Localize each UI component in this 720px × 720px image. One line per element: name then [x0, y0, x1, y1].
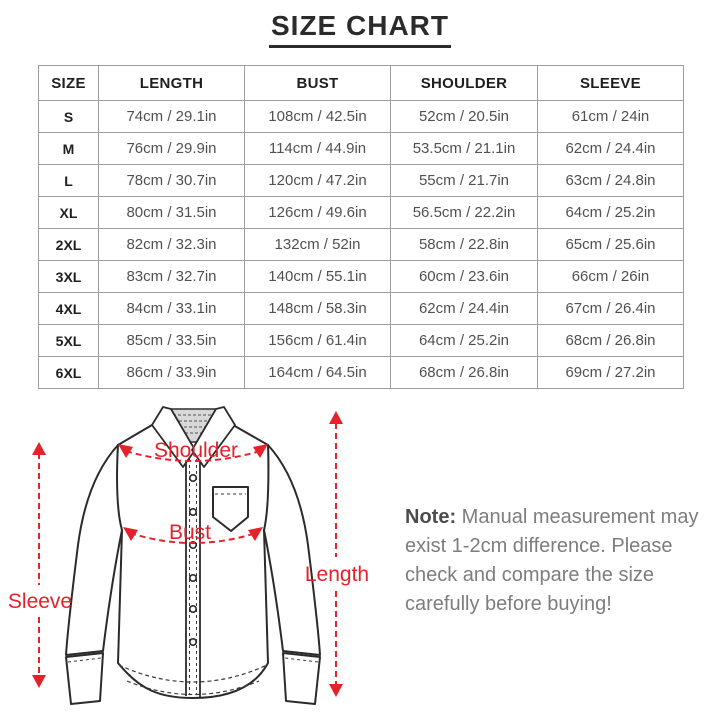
button: [190, 606, 196, 612]
length-cell: 83cm / 32.7in: [99, 261, 245, 293]
size-cell: M: [39, 133, 99, 165]
sleeve-cell: 66cm / 26in: [538, 261, 684, 293]
page-title-text: SIZE CHART: [269, 10, 451, 48]
sleeve-arrowhead-bottom: [32, 675, 46, 688]
shoulder-cell: 62cm / 24.4in: [391, 293, 538, 325]
button: [190, 475, 196, 481]
shirt-diagram-svg: [0, 395, 400, 720]
size-cell: L: [39, 165, 99, 197]
bust-cell: 108cm / 42.5in: [245, 101, 391, 133]
right-cuff: [283, 653, 320, 704]
header-length: LENGTH: [99, 66, 245, 101]
bust-cell: 114cm / 44.9in: [245, 133, 391, 165]
length-cell: 78cm / 30.7in: [99, 165, 245, 197]
header-bust: BUST: [245, 66, 391, 101]
size-cell: 2XL: [39, 229, 99, 261]
shirt-body: [117, 425, 268, 698]
sleeve-cell: 63cm / 24.8in: [538, 165, 684, 197]
sleeve-cell: 64cm / 25.2in: [538, 197, 684, 229]
size-table: [38, 65, 684, 389]
shoulder-cell: 68cm / 26.8in: [391, 357, 538, 389]
length-cell: 82cm / 32.3in: [99, 229, 245, 261]
bust-cell: 126cm / 49.6in: [245, 197, 391, 229]
shoulder-cell: 64cm / 25.2in: [391, 325, 538, 357]
length-cell: 74cm / 29.1in: [99, 101, 245, 133]
bust-cell: 164cm / 64.5in: [245, 357, 391, 389]
measurement-note: [405, 503, 703, 619]
length-cell: 85cm / 33.5in: [99, 325, 245, 357]
sleeve-cell: 62cm / 24.4in: [538, 133, 684, 165]
size-cell: 5XL: [39, 325, 99, 357]
length-cell: 86cm / 33.9in: [99, 357, 245, 389]
table-row: [39, 357, 684, 389]
button: [190, 575, 196, 581]
size-cell: 6XL: [39, 357, 99, 389]
length-label: Length: [304, 563, 370, 586]
sleeve-cell: 65cm / 25.6in: [538, 229, 684, 261]
shoulder-label: Shoulder: [153, 439, 239, 462]
bust-cell: 148cm / 58.3in: [245, 293, 391, 325]
shoulder-cell: 60cm / 23.6in: [391, 261, 538, 293]
sleeve-cell: 69cm / 27.2in: [538, 357, 684, 389]
bust-cell: 120cm / 47.2in: [245, 165, 391, 197]
size-cell: XL: [39, 197, 99, 229]
table-row: [39, 133, 684, 165]
header-size: SIZE: [39, 66, 99, 101]
sleeve-label: Sleeve: [7, 590, 73, 613]
table-row: [39, 165, 684, 197]
bust-cell: 156cm / 61.4in: [245, 325, 391, 357]
table-row: [39, 261, 684, 293]
table-row: [39, 293, 684, 325]
left-cuff: [66, 653, 103, 704]
length-arrowhead-bottom: [329, 684, 343, 697]
shoulder-cell: 56.5cm / 22.2in: [391, 197, 538, 229]
size-cell: 4XL: [39, 293, 99, 325]
button: [190, 509, 196, 515]
size-cell: 3XL: [39, 261, 99, 293]
table-row: [39, 101, 684, 133]
shoulder-cell: 55cm / 21.7in: [391, 165, 538, 197]
button: [190, 639, 196, 645]
length-arrowhead-top: [329, 411, 343, 424]
bust-cell: 132cm / 52in: [245, 229, 391, 261]
size-cell: S: [39, 101, 99, 133]
shirt-left-sleeve: [66, 445, 122, 704]
table-row: [39, 325, 684, 357]
header-shoulder: SHOULDER: [391, 66, 538, 101]
length-cell: 84cm / 33.1in: [99, 293, 245, 325]
length-cell: 80cm / 31.5in: [99, 197, 245, 229]
page-title: [0, 10, 720, 48]
note-text: Manual measurement may exist 1-2cm difference. Please check and compare the size carefully before buying!: [405, 506, 699, 615]
table-row: [39, 229, 684, 261]
length-cell: 76cm / 29.9in: [99, 133, 245, 165]
shoulder-cell: 52cm / 20.5in: [391, 101, 538, 133]
bust-cell: 140cm / 55.1in: [245, 261, 391, 293]
bust-label: Bust: [168, 521, 212, 544]
sleeve-cell: 67cm / 26.4in: [538, 293, 684, 325]
table-row: [39, 197, 684, 229]
table-header-row: [39, 66, 684, 101]
sleeve-cell: 68cm / 26.8in: [538, 325, 684, 357]
shoulder-cell: 58cm / 22.8in: [391, 229, 538, 261]
sleeve-cell: 61cm / 24in: [538, 101, 684, 133]
shirt-measurement-diagram: [0, 395, 400, 720]
note-label: Note:: [405, 506, 457, 528]
sleeve-arrowhead-top: [32, 442, 46, 455]
header-sleeve: SLEEVE: [538, 66, 684, 101]
shoulder-cell: 53.5cm / 21.1in: [391, 133, 538, 165]
